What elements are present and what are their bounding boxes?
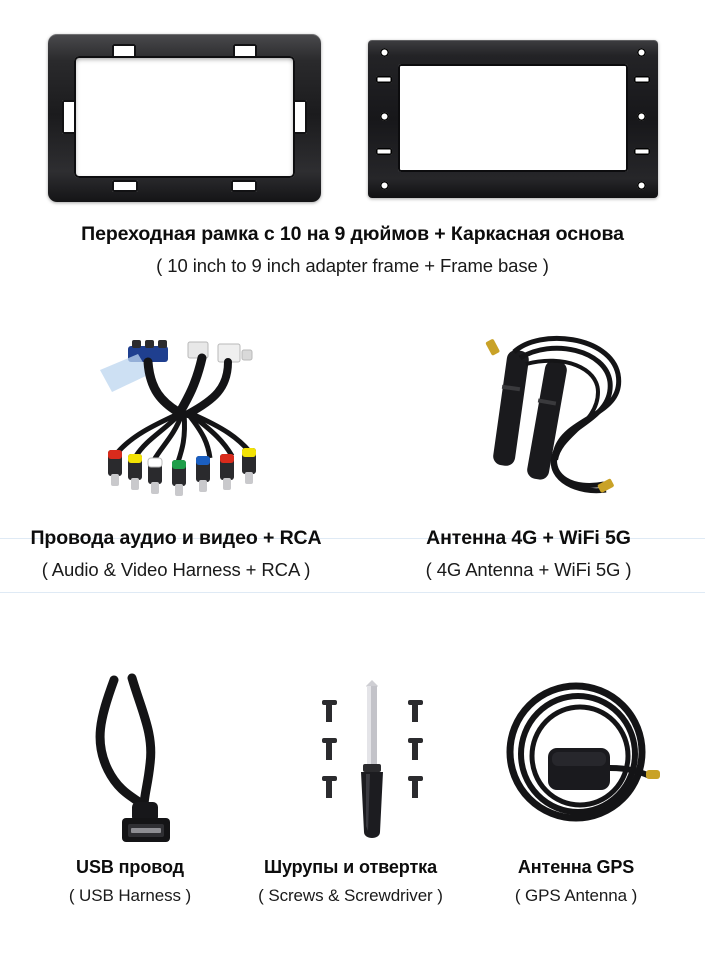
caption-usb-ru: USB провод: [76, 857, 184, 877]
frame-base-image: [368, 40, 658, 198]
usb-harness-image: [70, 672, 220, 847]
mount-slot: [376, 148, 392, 155]
caption-harness: [0, 526, 352, 582]
frame-notch: [291, 100, 307, 134]
caption-screws-ru: Шурупы и отвертка: [263, 857, 438, 877]
mount-slot: [634, 148, 650, 155]
caption-antenna: [352, 526, 705, 582]
caption-screws: [228, 856, 473, 907]
caption-usb: [30, 856, 230, 907]
screw-hole: [637, 181, 646, 190]
harness-svg: [92, 340, 312, 520]
screw-hole: [637, 112, 646, 121]
caption-harness-en: ( Audio & Video Harness + RCA ): [41, 558, 311, 580]
antenna-svg: [470, 334, 670, 514]
adapter-frame-image: [48, 34, 321, 202]
section-frames: [0, 0, 705, 300]
screwdriver-svg: [300, 676, 450, 846]
section-harness-antenna: [0, 330, 705, 610]
caption-antenna-en: ( 4G Antenna + WiFi 5G ): [425, 558, 632, 580]
screw-hole: [380, 181, 389, 190]
mount-slot: [634, 76, 650, 83]
screws-screwdriver-image: [300, 676, 450, 846]
caption-screws-en: ( Screws & Screwdriver ): [258, 885, 443, 905]
screw-hole: [380, 48, 389, 57]
audio-video-harness-image: [92, 340, 312, 520]
antenna-4g-wifi-image: [470, 334, 670, 514]
gps-antenna-image: [498, 676, 668, 846]
frame-notch: [112, 180, 138, 192]
usb-svg: [70, 672, 220, 847]
caption-usb-en: ( USB Harness ): [68, 885, 192, 905]
frames-image-group: [0, 22, 705, 207]
frame-notch: [231, 180, 257, 192]
screw-hole: [380, 112, 389, 121]
frame-notch: [112, 44, 136, 58]
caption-harness-ru: Провода аудио и видео + RCA: [30, 527, 322, 549]
caption-frames-en: ( 10 inch to 9 inch adapter frame + Frame base ): [156, 254, 549, 276]
frame-notch: [233, 44, 257, 58]
caption-gps-ru: Антенна GPS: [517, 857, 635, 877]
caption-frames: [0, 222, 705, 278]
section-usb-screws-gps: [0, 660, 705, 960]
caption-gps: [470, 856, 682, 907]
caption-frames-ru: Переходная рамка с 10 на 9 дюймов + Каркасная основа: [81, 223, 624, 245]
caption-antenna-ru: Антенна 4G + WiFi 5G: [426, 527, 631, 549]
caption-gps-en: ( GPS Antenna ): [514, 885, 638, 905]
mount-slot: [376, 76, 392, 83]
gps-svg: [498, 676, 668, 846]
frame-notch: [62, 100, 78, 134]
screw-hole: [637, 48, 646, 57]
